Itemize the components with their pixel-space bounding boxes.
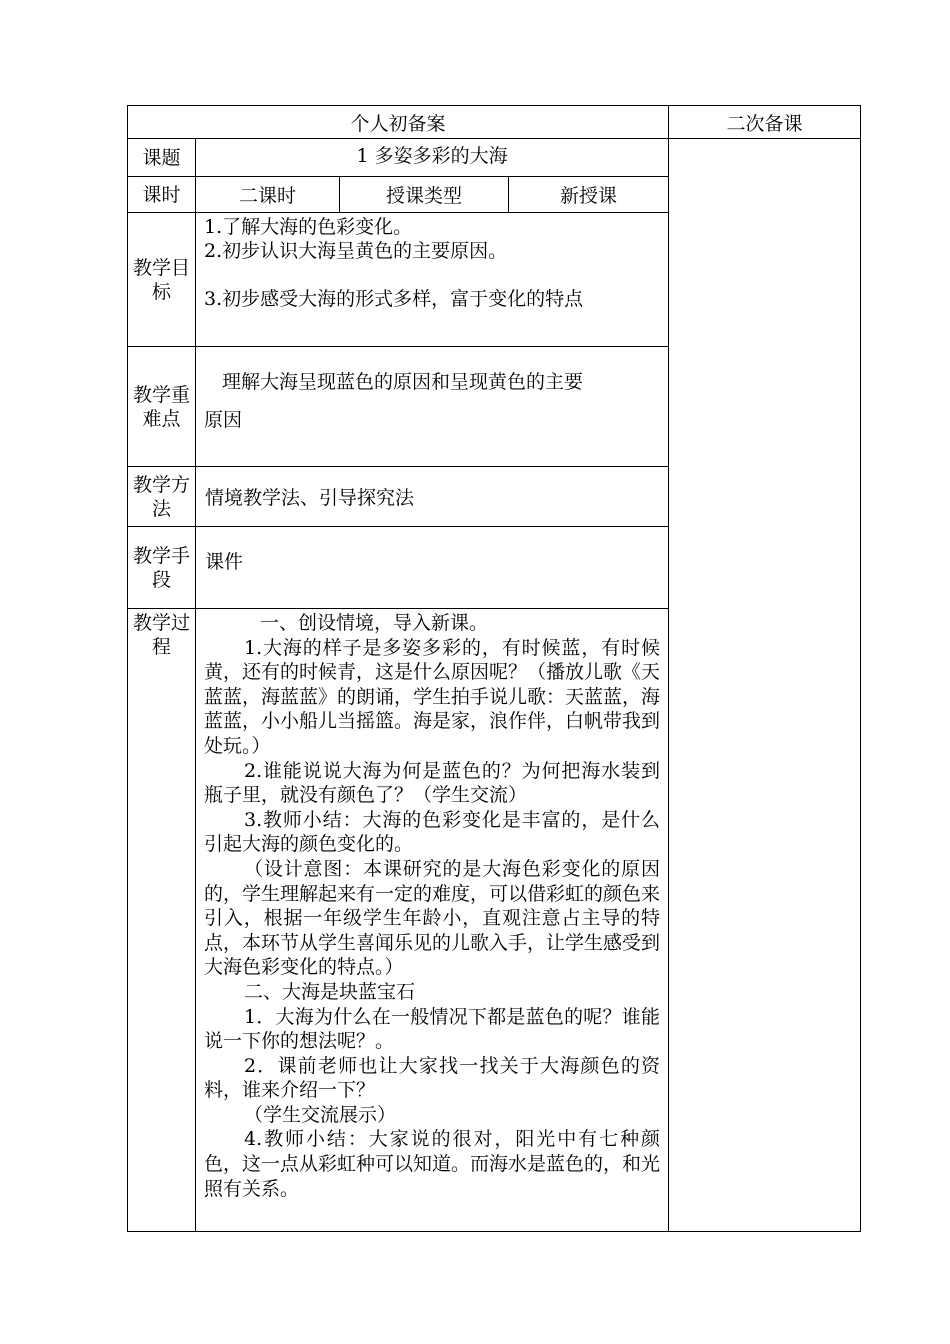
difficulty-content xyxy=(196,347,669,467)
second-plan-header: 二次备课 xyxy=(669,106,861,139)
process-para-8: 2．课前老师也让大家找一找关于大海颜色的资料，谁来介绍一下？ xyxy=(204,1054,661,1102)
process-para-6: 二、大海是块蓝宝石 xyxy=(244,980,416,1003)
objectives-label: 教学目标 xyxy=(128,213,196,347)
lesson-plan-table xyxy=(127,105,861,1232)
objectives-content xyxy=(196,213,669,347)
second-plan-column xyxy=(669,139,861,1232)
process-para-9: （学生交流展示） xyxy=(244,1103,397,1126)
means-value: 课件 xyxy=(196,527,669,609)
objective-3: 3.初步感受大海的形式多样，富于变化的特点 xyxy=(204,288,584,310)
difficulty-line-1: 理解大海呈现蓝色的原因和呈现黄色的主要 xyxy=(222,371,584,393)
process-para-4: 3.教师小结：大海的色彩变化是丰富的，是什么引起大海的颜色变化的。 xyxy=(204,808,661,856)
hours-value: 二课时 xyxy=(196,177,340,213)
difficulty-line-2: 原因 xyxy=(204,409,243,431)
means-label: 教学手段 xyxy=(128,527,196,609)
type-value: 新授课 xyxy=(509,177,669,213)
process-para-5: （设计意图：本课研究的是大海色彩变化的原因的，学生理解起来有一定的难度，可以借彩虹的颜色来引入，根据一年级学生年龄小，直观注意占主导的特点，本环节从学生喜闻乐见的儿歌入手，让学生感受到大海色彩变化的特点。） xyxy=(204,857,661,979)
method-value: 情境教学法、引导探究法 xyxy=(196,467,669,527)
process-para-3: 2.谁能说说大海为何是蓝色的？为何把海水装到瓶子里，就没有颜色了？（学生交流） xyxy=(204,759,661,807)
process-para-7: 1．大海为什么在一般情况下都是蓝色的呢？谁能说一下你的想法呢？。 xyxy=(204,1005,661,1053)
process-content xyxy=(196,609,669,1232)
topic-label: 课题 xyxy=(128,139,196,177)
process-para-2: 1.大海的样子是多姿多彩的，有时候蓝，有时候黄，还有的时候青，这是什么原因呢？（播放儿歌《天蓝蓝，海蓝蓝》的朗诵，学生拍手说儿歌：天蓝蓝，海蓝蓝，小小船儿当摇篮。海是家，浪作伴，白帆带我到处玩。） xyxy=(204,636,661,757)
process-para-1: 一、创设情境，导入新课。 xyxy=(260,612,489,634)
type-label: 授课类型 xyxy=(340,177,509,213)
process-label: 教学过程 xyxy=(128,609,196,1232)
hours-label: 课时 xyxy=(128,177,196,213)
personal-plan-header: 个人初备案 xyxy=(128,106,669,139)
process-para-10: 4.教师小结：大家说的很对，阳光中有七种颜色，这一点从彩虹种可以知道。而海水是蓝色的，和光照有关系。 xyxy=(204,1128,661,1200)
objective-1: 1.了解大海的色彩变化。 xyxy=(204,216,413,238)
topic-value: 1 多姿多彩的大海 xyxy=(196,139,669,177)
difficulty-label: 教学重难点 xyxy=(128,347,196,467)
objective-2: 2.初步认识大海呈黄色的主要原因。 xyxy=(204,240,508,262)
method-label: 教学方法 xyxy=(128,467,196,527)
